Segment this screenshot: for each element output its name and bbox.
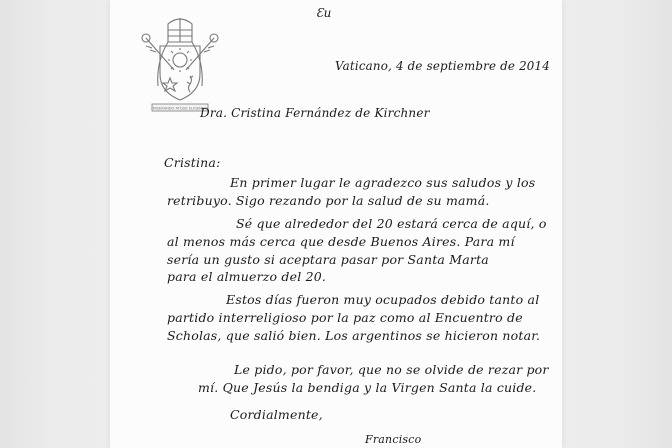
papal-coat-of-arms <box>138 12 222 118</box>
salutation: Cristina: <box>164 155 221 170</box>
signature: Francisco <box>365 433 422 446</box>
place-date: Vaticano, 4 de septiembre de 2014 <box>335 59 550 73</box>
closing: Cordialmente, <box>230 407 323 422</box>
paragraph-3-line-3: Scholas, que salió bien. Los argentinos se hicieron notar. <box>167 328 541 343</box>
paragraph-4-line-2: mí. Que Jesús la bendiga y la Virgen Santa la cuide. <box>198 380 537 395</box>
paragraph-2-line-1: Sé que alrededor del 20 estará cerca de aquí, o <box>236 216 547 231</box>
recipient-line: Dra. Cristina Fernández de Kirchner <box>200 106 430 120</box>
paragraph-3-line-1: Estos días fueron muy ocupados debido tanto al <box>226 292 540 307</box>
paragraph-1-line-2: retribuyo. Sigo rezando por la salud de su mamá. <box>167 193 490 208</box>
paragraph-2-line-4: para el almuerzo del 20. <box>167 269 327 284</box>
paragraph-4-line-1: Le pido, por favor, que no se olvide de rezar por <box>234 362 549 377</box>
svg-text:MISERANDO ATQUE ELIGENDO: MISERANDO ATQUE ELIGENDO <box>152 106 208 111</box>
paragraph-3-line-2: partido interreligioso por la paz como al Encuentro de <box>167 310 523 325</box>
cross-mark: Ɛu <box>316 6 332 20</box>
letter-page <box>110 0 562 448</box>
paragraph-2-line-3: sería un gusto si aceptara pasar por Santa Marta <box>167 252 489 267</box>
paragraph-1-line-1: En primer lugar le agradezco sus saludos y los <box>230 175 536 190</box>
paragraph-2-line-2: al menos más cerca que desde Buenos Aires. Para mí <box>167 234 515 249</box>
